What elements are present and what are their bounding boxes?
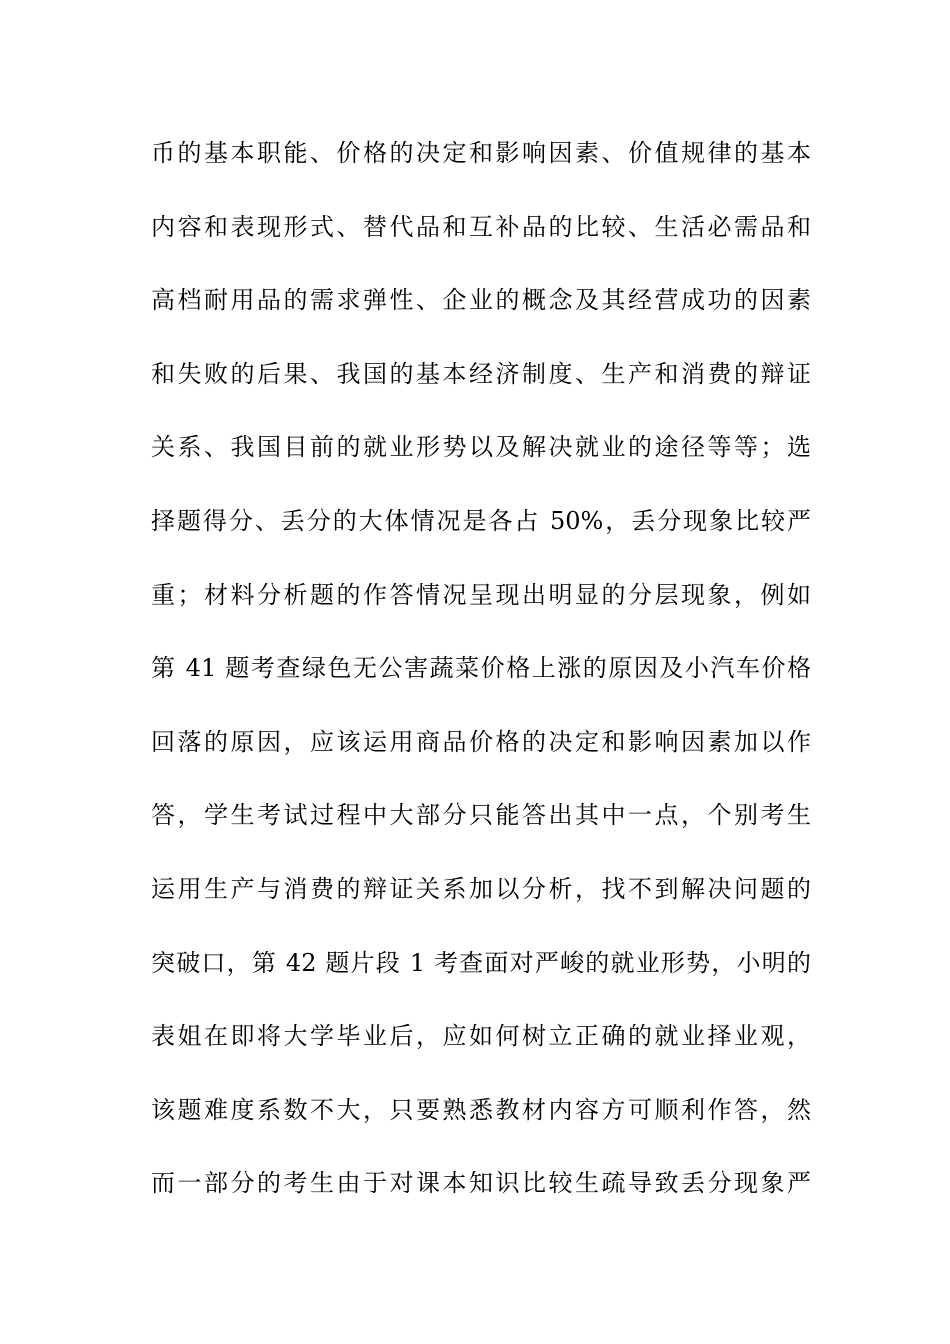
text-line: 内容和表现形式、替代品和互补品的比较、生活必需品和: [151, 212, 811, 241]
text-line: 重；材料分析题的作答情况呈现出明显的分层现象，例如: [151, 580, 811, 609]
text-line: 而一部分的考生由于对课本知识比较生疏导致丢分现象严: [151, 1169, 811, 1198]
text-line: 该题难度系数不大，只要熟悉教材内容方可顺利作答，然: [151, 1095, 811, 1124]
text-line: 表姐在即将大学毕业后，应如何树立正确的就业择业观，: [151, 1022, 811, 1051]
text-line: 第 41 题考查绿色无公害蔬菜价格上涨的原因及小汽车价格: [151, 654, 811, 683]
text-line: 答，学生考试过程中大部分只能答出其中一点，个别考生: [151, 801, 811, 830]
text-line: 突破口，第 42 题片段 1 考查面对严峻的就业形势，小明的: [151, 948, 811, 977]
text-line: 和失败的后果、我国的基本经济制度、生产和消费的辩证: [151, 359, 811, 388]
text-line: 运用生产与消费的辩证关系加以分析，找不到解决问题的: [151, 874, 811, 903]
text-line: 择题得分、丢分的大体情况是各占 50%，丢分现象比较严: [151, 506, 811, 535]
body-paragraph: [151, 127, 811, 1231]
text-line: 币的基本职能、价格的决定和影响因素、价值规律的基本: [151, 139, 811, 167]
text-line: 关系、我国目前的就业形势以及解决就业的途径等等；选: [151, 433, 811, 462]
text-line: 回落的原因，应该运用商品价格的决定和影响因素加以作: [151, 727, 811, 756]
text-line: 高档耐用品的需求弹性、企业的概念及其经营成功的因素: [151, 286, 811, 315]
